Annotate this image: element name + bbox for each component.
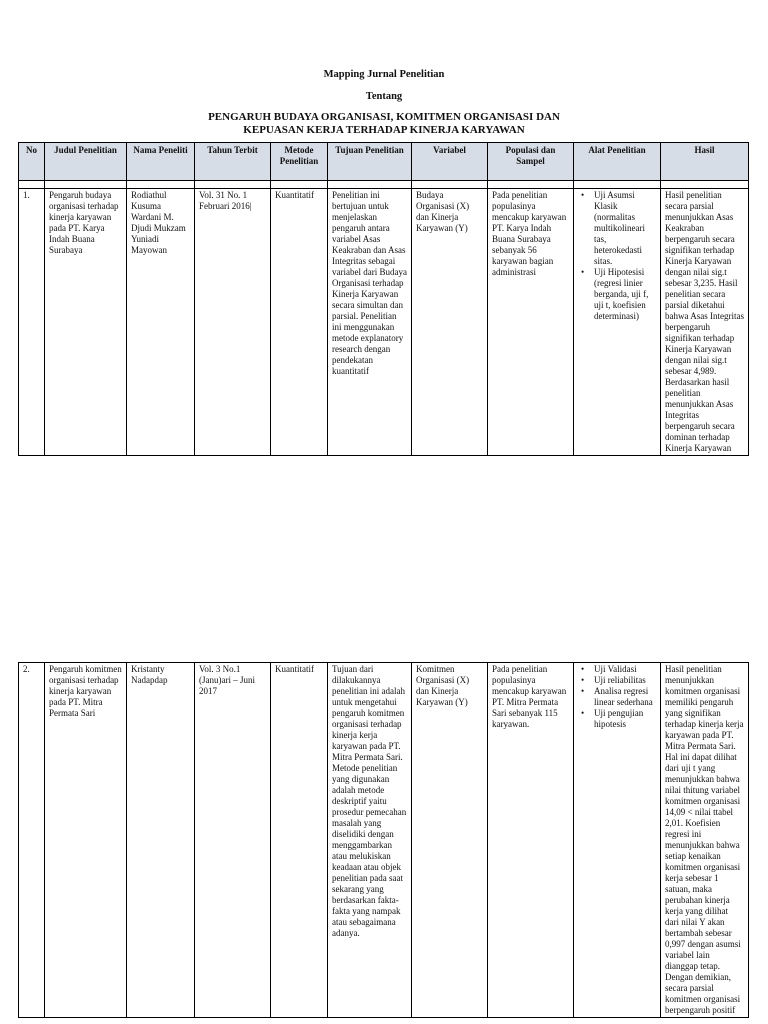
cell-tujuan: Tujuan dari dilakukannya penelitian ini adalah untuk mengetahui pengaruh komitmen organisasi terhadap kinerja kerja karyawan pada PT. Mitra Permata Sari. Metode penelitian yang digunakan adalah metode deskriptif yaitu prosedur pemecahan masalah yang diselidiki dengan menggambarkan atau melukiskan keadaan atau objek penelitian pada saat sekarang yang berdasarkan fakta-fakta yang nampak atau sebagaimana adanya. bbox=[328, 663, 412, 1018]
topic-line-2: KEPUASAN KERJA TERHADAP KINERJA KARYAWAN bbox=[243, 124, 525, 136]
document-topic bbox=[0, 111, 768, 137]
list-item: • Uji reliabilitas bbox=[594, 675, 656, 686]
table-row bbox=[19, 189, 749, 456]
list-item: • Uji Validasi bbox=[594, 664, 656, 675]
cell-populasi: Pada penelitian populasinya mencakup karyawan PT. Mitra Permata Sari sebanyak 115 karyawan. bbox=[488, 663, 574, 1018]
header-metode: Metode Penelitian bbox=[271, 143, 328, 181]
cell-judul: Pengaruh komitmen organisasi terhadap kinerja karyawan pada PT. Mitra Permata Sari bbox=[45, 663, 127, 1018]
cell-alat bbox=[574, 189, 661, 456]
table-row bbox=[19, 663, 749, 1018]
cell-metode: Kuantitatif bbox=[271, 189, 328, 456]
cell-no: 1. bbox=[19, 189, 45, 456]
cell-judul: Pengaruh budaya organisasi terhadap kinerja karyawan pada PT. Karya Indah Buana Surabaya bbox=[45, 189, 127, 456]
header-tujuan: Tujuan Penelitian bbox=[328, 143, 412, 181]
header-hasil: Hasil bbox=[661, 143, 749, 181]
cell-tahun: Vol. 31 No. 1 Februari 2016| bbox=[195, 189, 271, 456]
cell-metode: Kuantitatif bbox=[271, 663, 328, 1018]
document-subtitle: Tentang bbox=[365, 91, 403, 102]
header-populasi: Populasi dan Sampel bbox=[488, 143, 574, 181]
cell-no: 2. bbox=[19, 663, 45, 1018]
cell-hasil: Hasil penelitian secara parsial menunjukkan Asas Keakraban berpengaruh secara signifikan terhadap Kinerja Karyawan dengan nilai sig.t sebesar 3,235. Hasil penelitian secara parsial diketahui bahwa Asas Integritas berpengaruh signifikan terhadap Kinerja Karyawan dengan nilai sig.t sebesar 4,989. Berdasarkan hasil penelitian menunjukkan Asas Integritas berpengaruh secara dominan terhadap Kinerja Karyawan bbox=[661, 189, 749, 456]
cell-populasi: Pada penelitian populasinya mencakup karyawan PT. Karya Indah Buana Surabaya sebanyak 56 karyawan bagian administrasi bbox=[488, 189, 574, 456]
cell-hasil: Hasil penelitian menunjukkan komitmen organisasi memiliki pengaruh yang signifikan terhadap kinerja kerja karyawan pada PT. Mitra Permata Sari. Hal ini dapat dilihat dari uji t yang menunjukkan bahwa nilai thitung variabel komitmen organisasi 14,09 < nilai ttabel 2,01. Koefisien regresi ini menunjukkan bahwa setiap kenaikan komitmen organisasi kerja sebesar 1 satuan, maka perubahan kinerja kerja yang dilihat dari nilai Y akan bertambah sebesar 0,997 dengan asumsi variabel lain dianggap tetap. Dengan demikian, secara parsial komitmen organisasi berpengaruh positif bbox=[661, 663, 749, 1018]
document-title: Mapping Jurnal Penelitian bbox=[323, 69, 445, 80]
topic-line-1: PENGARUH BUDAYA ORGANISASI, KOMITMEN ORGANISASI DAN bbox=[208, 111, 560, 123]
spacer-row bbox=[19, 181, 749, 189]
alat-list bbox=[578, 190, 656, 322]
list-item: • Uji Asumsi Klasik (normalitas multikolineari tas, heterokedasti sitas. bbox=[594, 190, 656, 267]
list-item: • Analisa regresi linear sederhana bbox=[594, 686, 656, 708]
cell-alat bbox=[574, 663, 661, 1018]
header-alat: Alat Penelitian bbox=[574, 143, 661, 181]
cell-nama: Kristanty Nadapdap bbox=[127, 663, 195, 1018]
list-item: • Uji Hipotesisi (regresi linier berganda, uji f, uji t, koefisien determinasi) bbox=[594, 267, 656, 322]
mapping-table-2 bbox=[18, 662, 749, 1018]
cell-tujuan: Penelitian ini bertujuan untuk menjelaskan pengaruh antara variabel Asas Keakraban dan Asas Integritas sebagai variabel dari Budaya Organisasi terhadap Kinerja Karyawan secara simultan dan parsial. Penelitian ini menggunakan metode explanatory research dengan pendekatan kuantitatif bbox=[328, 189, 412, 456]
header-judul: Judul Penelitian bbox=[45, 143, 127, 181]
cell-tahun: Vol. 3 No.1 (Janu)ari – Juni 2017 bbox=[195, 663, 271, 1018]
mapping-table-1 bbox=[18, 142, 749, 456]
alat-list bbox=[578, 664, 656, 730]
cell-nama: Rodiathul Kusuma Wardani M. Djudi Mukzam Yuniadi Mayowan bbox=[127, 189, 195, 456]
cell-variabel: Budaya Organisasi (X) dan Kinerja Karyawan (Y) bbox=[412, 189, 488, 456]
header-nama: Nama Peneliti bbox=[127, 143, 195, 181]
list-item: • Uji pengujian hipotesis bbox=[594, 708, 656, 730]
header-no: No bbox=[19, 143, 45, 181]
header-variabel: Variabel bbox=[412, 143, 488, 181]
table-header-row bbox=[19, 143, 749, 181]
cell-variabel: Komitmen Organisasi (X) dan Kinerja Karyawan (Y) bbox=[412, 663, 488, 1018]
header-tahun: Tahun Terbit bbox=[195, 143, 271, 181]
